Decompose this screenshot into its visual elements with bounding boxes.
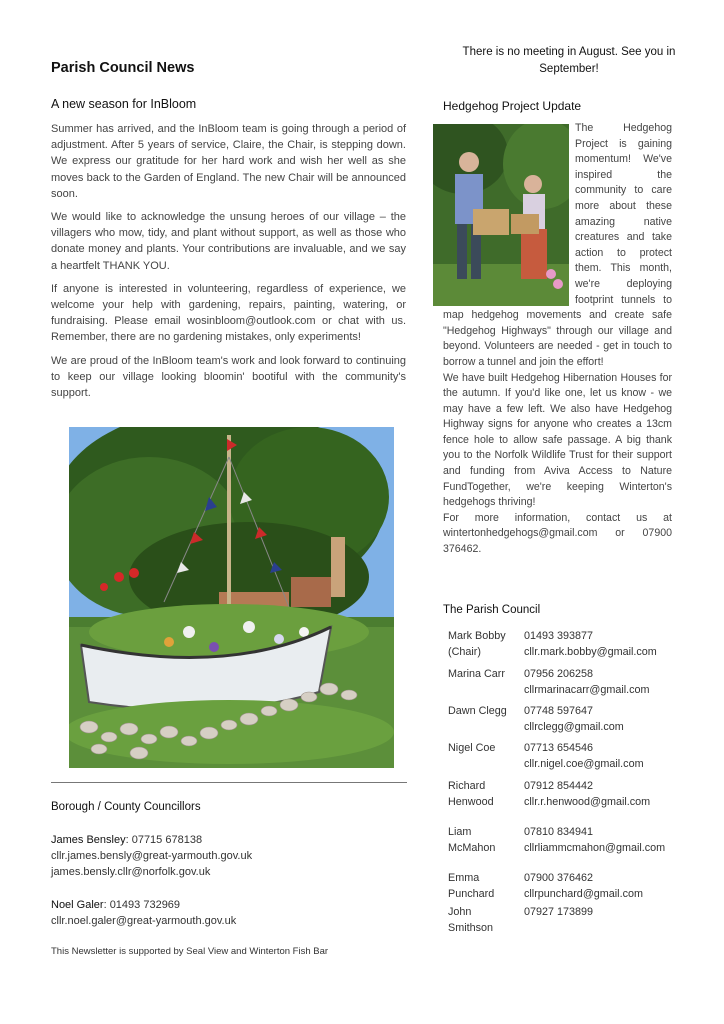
member-email: cllr.r.henwood@gmail.com [524,796,651,808]
page-title: Parish Council News [51,60,195,76]
member-name: Emma Punchard [448,872,495,900]
boat-planter-illustration [69,427,394,768]
table-row [448,870,688,902]
inbloom-paragraph-2: We would like to acknowledge the unsung heroes of our village – the villagers who mow, tidy, and plant without support, as well as those who donate money and plants. Your contributions are invaluable, and we say a heartfelt THANK YOU. [51,211,406,272]
councillor-name: Noel Galer [51,899,104,911]
councillor-phone: : 01493 732969 [103,899,181,911]
table-row [448,628,688,660]
hedgehog-paragraph-2: We have built Hedgehog Hibernation Houses for the autumn. If you'd like one, let us know - we may have a few left. We also have Hedgehog Highway signs for anyone who creates a 13cm fence hole to allow safe passage. A big thank you to the Norfolk Wildlife Trust for their support and funding from Aviva Access to Nature FundTogether, we're keeping Winterton's hedgehogs thriving! [443,371,672,509]
member-phone: 07956 206258 [524,668,594,680]
member-name: John Smithson [448,906,494,934]
hedgehog-paragraph-3: For more information, contact us at wintertonhedgehogs@gmail.com or 07900 376462. [443,511,672,556]
table-row [448,824,688,856]
member-phone: 07900 376462 [524,872,594,884]
member-name: Liam McMahon [448,826,496,854]
councillor-james-bensley [51,832,351,880]
hedgehog-heading: Hedgehog Project Update [443,99,582,113]
section-divider [51,782,407,783]
volunteers-photo [433,124,569,306]
councillor-noel-galer [51,897,351,929]
volunteers-illustration [433,124,569,306]
inbloom-paragraph-3: If anyone is interested in volunteering, regardless of experience, we welcome your help with gardening, repairs, painting, watering, or fundraising. Please email wosinbloom@outlook.com or chat with us. Remember, there are no gardening mistakes, only experiments! [51,282,406,344]
member-email: cllr.nigel.coe@gmail.com [524,758,644,770]
member-email: cllr.mark.bobby@gmail.com [524,646,657,658]
member-phone: 07748 597647 [524,705,594,717]
table-row [448,778,688,810]
newsletter-footer: This Newsletter is supported by Seal View and Winterton Fish Bar [51,946,329,957]
member-email: cllrpunchard@gmail.com [524,888,643,900]
table-row [448,666,688,698]
member-name: Richard Henwood [448,780,494,808]
member-phone: 01493 393877 [524,630,594,642]
member-phone: 07810 834941 [524,826,594,838]
member-name: Dawn Clegg [448,705,507,717]
member-email: cllrmarinacarr@gmail.com [524,684,650,696]
hedgehog-section [443,99,672,558]
member-phone: 07713 654546 [524,742,594,754]
table-row [448,740,688,772]
member-name: Mark Bobby (Chair) [448,630,506,658]
member-email: cllrliammcmahon@gmail.com [524,842,666,854]
boat-planter-photo [69,427,394,768]
parish-council-heading: The Parish Council [443,604,541,616]
member-email: cllrclegg@gmail.com [524,721,624,733]
member-phone: 07927 173899 [524,906,594,918]
inbloom-section [51,97,406,408]
councillor-email: cllr.james.bensly@great-yarmouth.gov.uk [51,850,253,862]
councillor-email: cllr.noel.galer@great-yarmouth.gov.uk [51,915,237,927]
hedgehog-body [443,121,672,558]
councillor-phone: : 07715 678138 [125,834,203,846]
member-name: Marina Carr [448,668,505,680]
councillors-heading: Borough / County Councillors [51,801,201,813]
hedgehog-paragraph-1: The Hedgehog Project is gaining momentum! We've inspired the community to care more about these amazing native creatures and take action to protect them. This month, we're deploying footprint tunnels to map hedgehog movements and create safe "Hedgehog Highways" through our village and beyond. Volunteers are needed - get in touch to borrow a tunnel and join the effort! [443,122,672,368]
table-row [448,904,688,936]
inbloom-heading: A new season for InBloom [51,97,197,111]
councillor-email: james.bensly.cllr@norfolk.gov.uk [51,866,211,878]
councillor-name: James Bensley [51,834,126,846]
inbloom-paragraph-1: Summer has arrived, and the InBloom team is going through a period of adjustment. After 5 years of service, Claire, the Chair, is stepping down. We express our gratitude for her hard work and wish her well as she moves back to the Garden of England. The new Chair will be announced soon. [51,123,406,200]
inbloom-paragraph-4: We are proud of the InBloom team's work and look forward to continuing to keep our village looking bloomin' bootiful with the community's support. [51,354,406,400]
meeting-notice: There is no meeting in August. See you in September! [462,46,676,75]
table-row [448,703,688,735]
parish-council-table [448,628,688,936]
member-name: Nigel Coe [448,742,496,754]
member-phone: 07912 854442 [524,780,594,792]
